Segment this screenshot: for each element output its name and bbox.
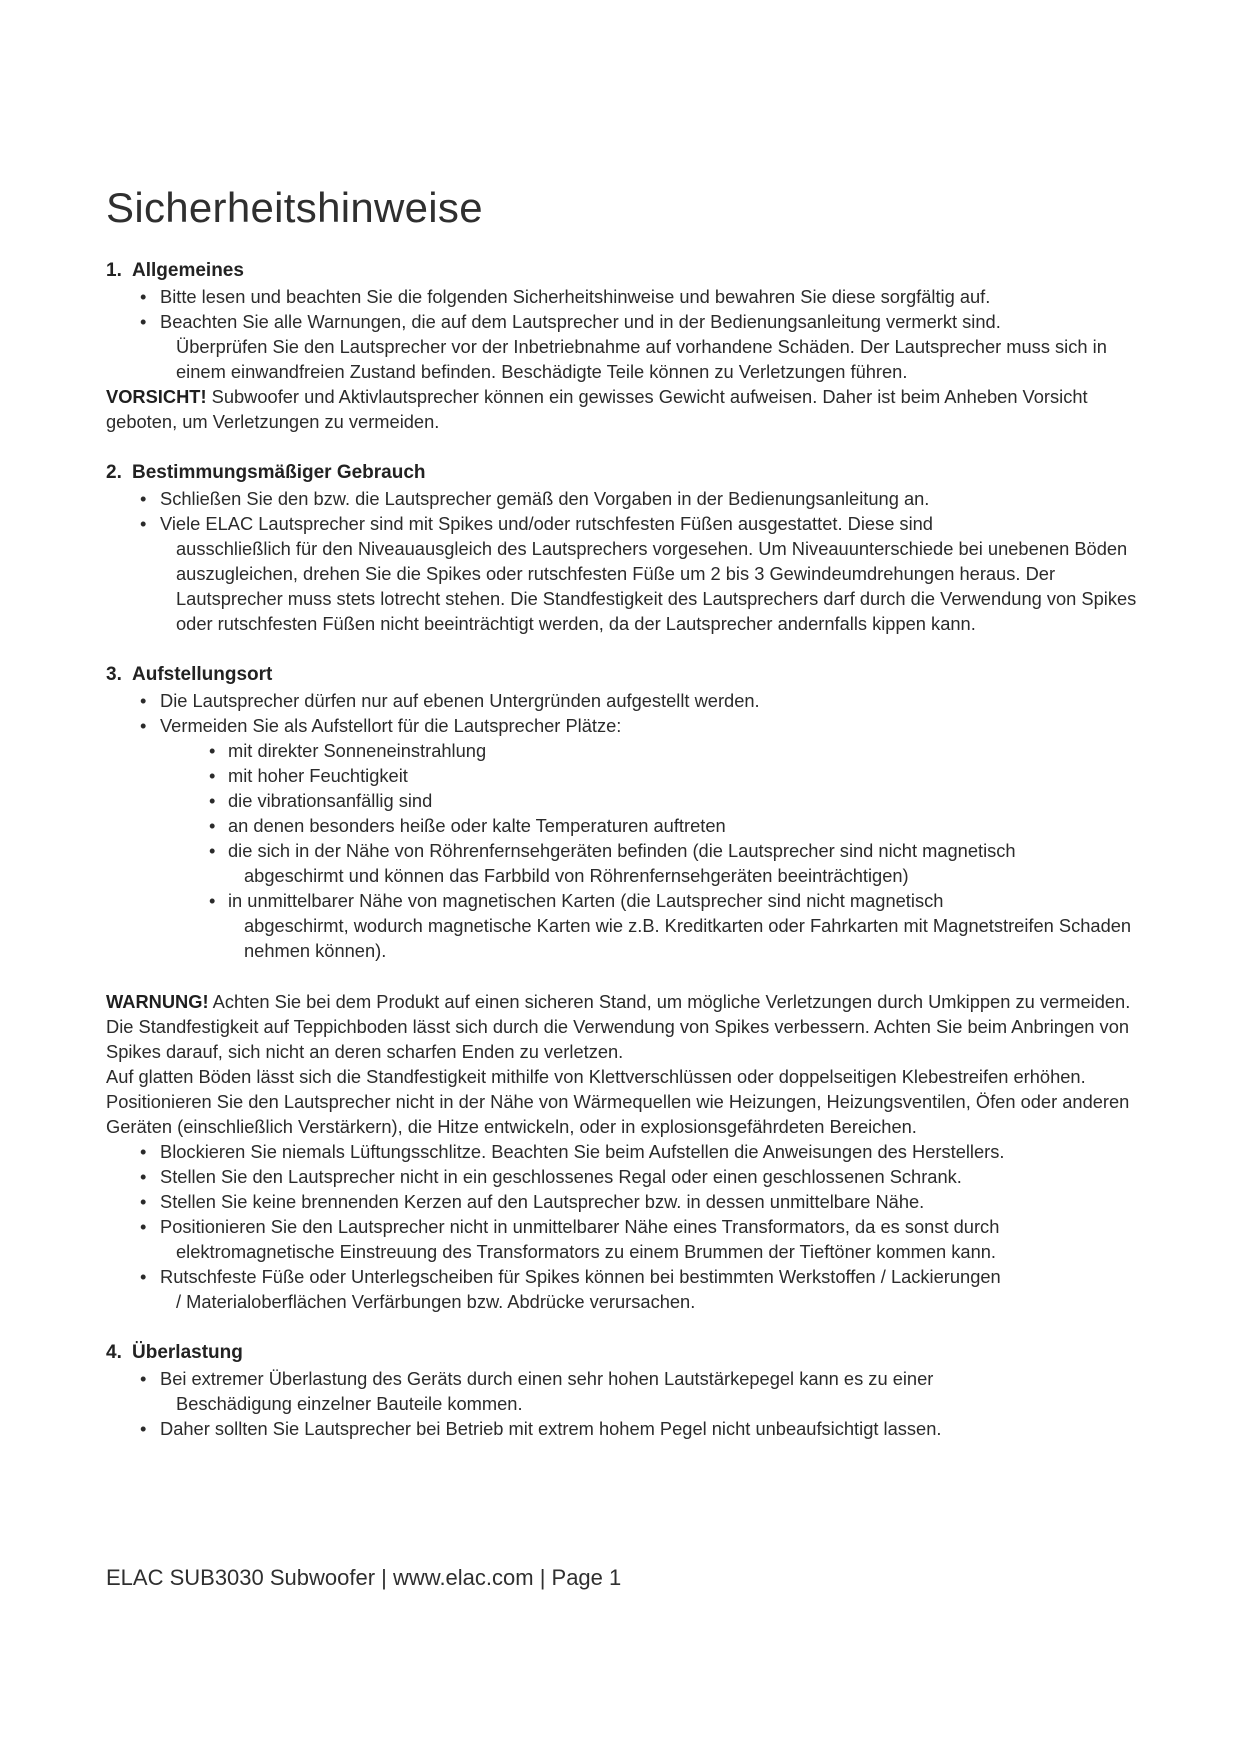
section-number: 2. bbox=[106, 462, 122, 483]
bullet-icon: • bbox=[140, 715, 147, 736]
list-item bbox=[106, 1164, 1146, 1189]
sub-bullet-list bbox=[160, 738, 1146, 963]
section-heading bbox=[106, 662, 1146, 688]
bullet-icon: • bbox=[140, 690, 147, 711]
bullet-icon: • bbox=[140, 286, 147, 307]
list-item-text: Beachten Sie alle Warnungen, die auf dem Lautsprecher und in der Bedienungsanleitung vermerkt sind. bbox=[160, 311, 1001, 332]
list-item-text: Die Lautsprecher dürfen nur auf ebenen Untergründen aufgestellt werden. bbox=[160, 690, 760, 711]
bullet-icon: • bbox=[209, 815, 216, 836]
sub-list-item-text: mit hoher Feuchtigkeit bbox=[228, 765, 408, 786]
bullet-icon: • bbox=[140, 1216, 147, 1237]
list-item bbox=[106, 1264, 1146, 1314]
paragraph: Die Standfestigkeit auf Teppichboden lässt sich durch die Verwendung von Spikes verbessern. Achten Sie beim Anbringen von Spikes darauf, sich nicht an deren scharfen Enden zu verletzen. bbox=[106, 1016, 1130, 1062]
bullet-icon: • bbox=[209, 740, 216, 761]
list-item bbox=[106, 1366, 1146, 1416]
sub-list-item-text: an denen besonders heiße oder kalte Temperaturen auftreten bbox=[228, 815, 726, 836]
bullet-icon: • bbox=[140, 488, 147, 509]
list-item bbox=[106, 284, 1146, 309]
list-item-text: Schließen Sie den bzw. die Lautsprecher gemäß den Vorgaben in der Bedienungsanleitung an. bbox=[160, 488, 930, 509]
bullet-icon: • bbox=[209, 890, 216, 911]
bullet-list bbox=[106, 284, 1146, 384]
list-item-text: Stellen Sie keine brennenden Kerzen auf den Lautsprecher bzw. in dessen unmittelbare Nähe. bbox=[160, 1191, 925, 1212]
bullet-icon: • bbox=[140, 1141, 147, 1162]
list-item-continuation: Beschädigung einzelner Bauteile kommen. bbox=[176, 1393, 523, 1414]
sub-list-item bbox=[106, 738, 1146, 763]
bullet-icon: • bbox=[209, 765, 216, 786]
bullet-list bbox=[106, 1366, 1146, 1441]
list-item bbox=[106, 309, 1146, 384]
list-item-text: Rutschfeste Füße oder Unterlegscheiben für Spikes können bei bestimmten Werkstoffen / Lackierungen bbox=[160, 1266, 1001, 1287]
bullet-icon: • bbox=[140, 311, 147, 332]
list-item bbox=[106, 688, 1146, 713]
warning-text: Achten Sie bei dem Produkt auf einen sicheren Stand, um mögliche Verletzungen durch Umkippen zu vermeiden. bbox=[208, 991, 1131, 1012]
page-title: Sicherheitshinweise bbox=[106, 184, 483, 231]
sub-list-item-continuation: abgeschirmt, wodurch magnetische Karten wie z.B. Kreditkarten oder Fahrkarten mit Magnetstreifen Schaden nehmen können). bbox=[244, 915, 1132, 961]
list-item bbox=[106, 1139, 1146, 1164]
list-item-text: Stellen Sie den Lautsprecher nicht in ein geschlossenes Regal oder einen geschlossenen Schrank. bbox=[160, 1166, 962, 1187]
sub-list-item-continuation: abgeschirmt und können das Farbbild von Röhrenfernsehgeräten beeinträchtigen) bbox=[244, 865, 909, 886]
sub-list-item-text: mit direkter Sonneneinstrahlung bbox=[228, 740, 487, 761]
warning-paragraph bbox=[106, 989, 1146, 1014]
sub-list-item bbox=[106, 788, 1146, 813]
list-item-text: Bitte lesen und beachten Sie die folgenden Sicherheitshinweise und bewahren Sie diese sorgfältig auf. bbox=[160, 286, 991, 307]
section-allgemeines bbox=[106, 258, 1146, 434]
sub-list-item bbox=[106, 813, 1146, 838]
sub-list-item bbox=[106, 838, 1146, 888]
list-item bbox=[106, 1214, 1146, 1264]
list-item bbox=[106, 486, 1146, 511]
list-item-text: Viele ELAC Lautsprecher sind mit Spikes und/oder rutschfesten Füßen ausgestattet. Diese sind bbox=[160, 513, 933, 534]
list-item-text: Vermeiden Sie als Aufstellort für die Lautsprecher Plätze: bbox=[160, 715, 622, 736]
bullet-icon: • bbox=[209, 840, 216, 861]
bullet-icon: • bbox=[140, 513, 147, 534]
sub-list-item-text: in unmittelbarer Nähe von magnetischen Karten (die Lautsprecher sind nicht magnetisch bbox=[228, 890, 944, 911]
sub-list-item-text: die vibrationsanfällig sind bbox=[228, 790, 433, 811]
sub-list-item-text: die sich in der Nähe von Röhrenfernsehgeräten befinden (die Lautsprecher sind nicht magnetisch bbox=[228, 840, 1016, 861]
section-title: Bestimmungsmäßiger Gebrauch bbox=[132, 462, 426, 483]
bullet-icon: • bbox=[209, 790, 216, 811]
list-item-text: Blockieren Sie niemals Lüftungsschlitze. Beachten Sie beim Aufstellen die Anweisungen des Herstellers. bbox=[160, 1141, 1005, 1162]
list-item bbox=[106, 1416, 1146, 1441]
section-number: 4. bbox=[106, 1342, 122, 1363]
document-page bbox=[106, 180, 1146, 1441]
section-aufstellungsort bbox=[106, 662, 1146, 1314]
sub-list-item bbox=[106, 888, 1146, 963]
bullet-icon: • bbox=[140, 1166, 147, 1187]
list-item-continuation: / Materialoberflächen Verfärbungen bzw. Abdrücke verursachen. bbox=[176, 1291, 696, 1312]
list-item-continuation: elektromagnetische Einstreuung des Transformators zu einem Brummen der Tieftöner kommen kann. bbox=[176, 1241, 996, 1262]
section-title: Aufstellungsort bbox=[132, 664, 273, 685]
sub-list-item bbox=[106, 763, 1146, 788]
bullet-icon: • bbox=[140, 1266, 147, 1287]
section-heading bbox=[106, 1340, 1146, 1366]
bullet-list bbox=[106, 486, 1146, 636]
list-item bbox=[106, 713, 1146, 963]
list-item-text: Daher sollten Sie Lautsprecher bei Betrieb mit extrem hohem Pegel nicht unbeaufsichtigt lassen. bbox=[160, 1418, 942, 1439]
section-heading bbox=[106, 258, 1146, 284]
paragraph: Auf glatten Böden lässt sich die Standfestigkeit mithilfe von Klettverschlüssen oder doppelseitigen Klebestreifen erhöhen. Positionieren Sie den Lautsprecher nicht in der Nähe von Wärmequellen wie Heizungen, Heizungsventilen, Öfen oder anderen Geräten (einschließlich Verstärkern), die Hitze entwickeln, oder in explosionsgefährdeten Bereichen. bbox=[106, 1066, 1130, 1137]
section-number: 3. bbox=[106, 664, 122, 685]
warning-label: WARNUNG! bbox=[106, 991, 209, 1012]
caution-text: Subwoofer und Aktivlautsprecher können ein gewisses Gewicht aufweisen. Daher ist beim Anheben Vorsicht geboten, um Verletzungen zu vermeiden. bbox=[106, 386, 1088, 432]
list-item-text: Positionieren Sie den Lautsprecher nicht in unmittelbarer Nähe eines Transformators, da es sonst durch bbox=[160, 1216, 1000, 1237]
list-item-continuation: Überprüfen Sie den Lautsprecher vor der Inbetriebnahme auf vorhandene Schäden. Der Lautsprecher muss sich in einem einwandfreien Zustand befinden. Beschädigte Teile können zu Verletzungen führen. bbox=[176, 336, 1107, 382]
list-item bbox=[106, 1189, 1146, 1214]
bullet-list bbox=[106, 688, 1146, 963]
section-title: Allgemeines bbox=[132, 260, 244, 281]
section-title: Überlastung bbox=[132, 1342, 243, 1363]
section-ueberlastung bbox=[106, 1340, 1146, 1441]
list-item-continuation: ausschließlich für den Niveauausgleich des Lautsprechers vorgesehen. Um Niveauunterschiede bei unebenen Böden auszugleichen, drehen Sie die Spikes oder rutschfesten Füße um 2 bis 3 Gewindeumdrehungen heraus. Der Lautsprecher muss stets lotrecht stehen. Die Standfestigkeit des Lautsprechers darf durch die Verwendung von Spikes oder rutschfesten Füßen nicht beeinträchtigt werden, da der Lautsprecher andernfalls kippen kann. bbox=[176, 538, 1137, 634]
caution-paragraph bbox=[106, 384, 1146, 434]
section-heading bbox=[106, 460, 1146, 486]
bullet-icon: • bbox=[140, 1418, 147, 1439]
bullet-icon: • bbox=[140, 1368, 147, 1389]
section-gebrauch bbox=[106, 460, 1146, 636]
bullet-icon: • bbox=[140, 1191, 147, 1212]
bullet-list bbox=[106, 1139, 1146, 1314]
list-item-text: Bei extremer Überlastung des Geräts durch einen sehr hohen Lautstärkepegel kann es zu einer bbox=[160, 1368, 934, 1389]
page-footer: ELAC SUB3030 Subwoofer | www.elac.com | Page 1 bbox=[106, 1565, 622, 1590]
caution-label: VORSICHT! bbox=[106, 386, 207, 407]
list-item bbox=[106, 511, 1146, 636]
section-number: 1. bbox=[106, 260, 122, 281]
